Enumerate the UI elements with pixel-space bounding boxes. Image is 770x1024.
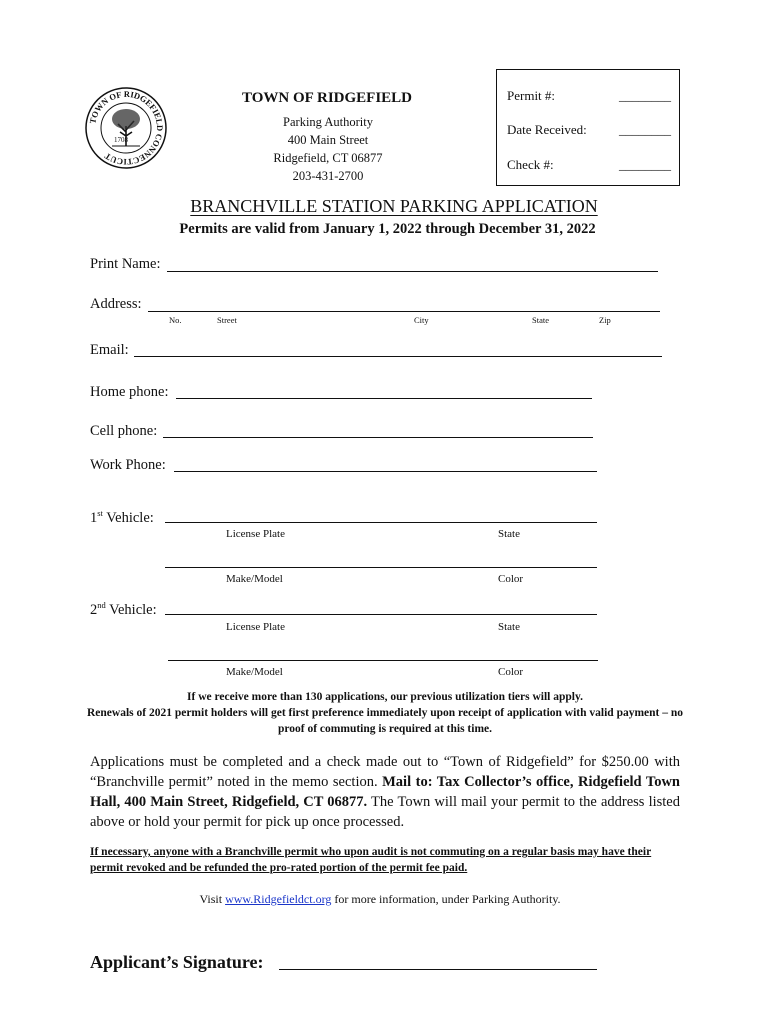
- address-zip-label: Zip: [599, 315, 611, 325]
- mailing-instructions: Applications must be completed and a check made out to “Town of Ridgefield” for $250.00 with “Branchville permit” noted in the memo section. Mail to: Tax Collector’s office, Ridgefield Town Hall, 400 Main Street, Ridgefield, CT 06877. The Town will mail your permit to the address listed above or hold your permit for pick up once processed.: [90, 754, 680, 830]
- first-vehicle-color-label: Color: [498, 573, 524, 585]
- address-label: Address:: [90, 296, 142, 312]
- audit-warning: If necessary, anyone with a Branchville permit who upon audit is not commuting on a regular basis may have their permit revoked and be refunded the pro-rated portion of the permit fee paid.: [90, 846, 652, 874]
- address-state-label: State: [532, 315, 549, 325]
- office-use-box: [496, 69, 680, 186]
- home-phone-field[interactable]: [176, 398, 592, 399]
- website-link[interactable]: www.Ridgefieldct.org: [225, 892, 332, 906]
- address-no-label: No.: [169, 315, 182, 325]
- phone-number: 203-431-2700: [292, 169, 364, 183]
- second-vehicle-label: 2nd Vehicle:: [90, 600, 157, 618]
- department-name: Parking Authority: [283, 115, 373, 129]
- seal-ring-text: TOWN OF RIDGEFIELD CONNECTICUT: [87, 88, 166, 168]
- signature-field[interactable]: [279, 969, 597, 970]
- permit-number-label: Permit #:: [507, 88, 556, 103]
- second-vehicle-license-plate-label: License Plate: [226, 621, 285, 633]
- address-street-label: Street: [217, 315, 237, 325]
- form-title: BRANCHVILLE STATION PARKING APPLICATION: [190, 196, 598, 216]
- check-number-label: Check #:: [507, 157, 554, 172]
- second-vehicle-plate-state-field[interactable]: [165, 614, 597, 615]
- permit-number-field[interactable]: ________: [619, 88, 671, 103]
- address-city-label: City: [414, 315, 429, 325]
- home-phone-label: Home phone:: [90, 384, 169, 400]
- first-vehicle-state-label: State: [498, 528, 520, 540]
- town-seal: [84, 86, 168, 170]
- first-vehicle-label: 1st Vehicle:: [90, 508, 154, 526]
- date-received-field[interactable]: ________: [619, 122, 671, 137]
- second-vehicle-color-label: Color: [498, 666, 524, 678]
- print-name-label: Print Name:: [90, 256, 161, 272]
- second-vehicle-state-label: State: [498, 621, 520, 633]
- check-number-field[interactable]: ________: [619, 157, 671, 172]
- first-vehicle-make-model-label: Make/Model: [226, 573, 283, 585]
- mailing-address: Mail to: Tax Collector’s office, Ridgefield Town Hall, 400 Main Street, Ridgefield, CT 06877.: [90, 774, 680, 810]
- email-field[interactable]: [134, 356, 662, 357]
- second-vehicle-make-color-field[interactable]: [168, 660, 598, 661]
- street-address: 400 Main Street: [287, 133, 369, 147]
- email-label: Email:: [90, 342, 129, 358]
- cell-phone-field[interactable]: [163, 437, 593, 438]
- cell-phone-label: Cell phone:: [90, 423, 158, 439]
- first-vehicle-plate-state-field[interactable]: [165, 522, 597, 523]
- work-phone-label: Work Phone:: [90, 457, 166, 473]
- work-phone-field[interactable]: [174, 471, 597, 472]
- seal-year: 1708: [114, 136, 128, 144]
- city-state-zip: Ridgefield, CT 06877: [273, 151, 383, 165]
- first-vehicle-license-plate-label: License Plate: [226, 528, 285, 540]
- utilization-notice: If we receive more than 130 applications, our previous utilization tiers will apply.: [187, 691, 583, 703]
- town-name: TOWN OF RIDGEFIELD: [241, 90, 413, 106]
- second-vehicle-make-model-label: Make/Model: [226, 666, 283, 678]
- renewal-notice: Renewals of 2021 permit holders will get first preference immediately upon receipt of application with valid payment – no proof of commuting is required at this time.: [86, 707, 684, 735]
- date-received-label: Date Received:: [507, 122, 587, 137]
- print-name-field[interactable]: [167, 271, 658, 272]
- signature-label: Applicant’s Signature:: [90, 952, 264, 972]
- first-vehicle-make-color-field[interactable]: [165, 567, 597, 568]
- form-subtitle: Permits are valid from January 1, 2022 through December 31, 2022: [179, 221, 596, 237]
- address-field[interactable]: [148, 311, 660, 312]
- visit-info: Visit www.Ridgefieldct.org for more information, under Parking Authority.: [199, 892, 561, 906]
